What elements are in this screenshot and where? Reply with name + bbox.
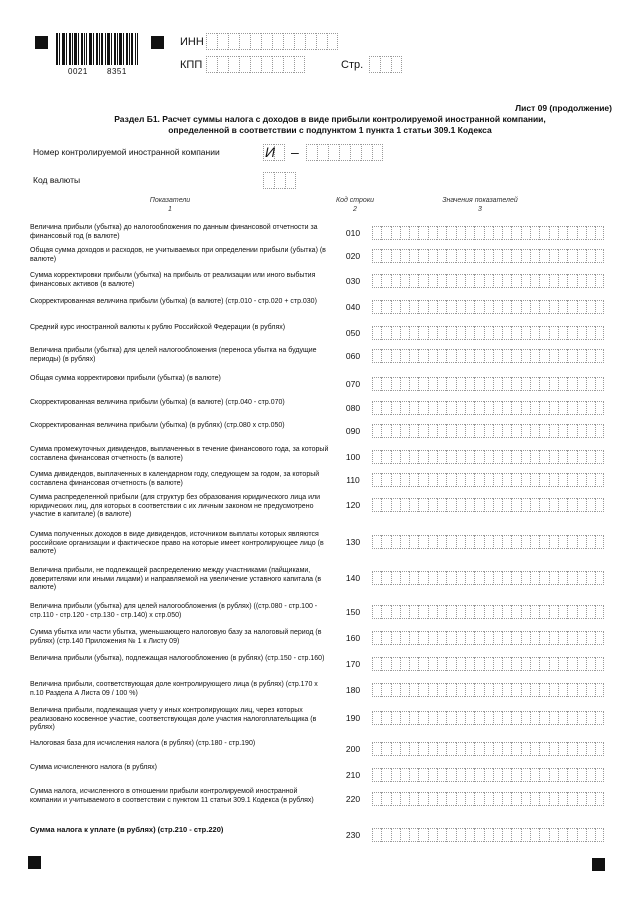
- row-140-code: 140: [345, 573, 361, 583]
- barcode-number-right: 8351: [107, 67, 127, 76]
- row-060-label: Величина прибыли (убытка) для целей налогообложения (переноса убытка на будущие периоды) (в рублях): [30, 347, 317, 363]
- currency-code-label: Код валюты: [33, 175, 81, 185]
- row-170-label: Величина прибыли (убытка), подлежащая налогообложению (в рублях) (стр.150 - стр.160): [30, 655, 325, 662]
- row-060-code: 060: [345, 351, 361, 361]
- row-070-code: 070: [345, 379, 361, 389]
- row-020-value-field[interactable]: [372, 249, 604, 263]
- row-090-code: 090: [345, 426, 361, 436]
- row-190-code: 190: [345, 713, 361, 723]
- barcode-number-left: 0021: [68, 67, 88, 76]
- page-label: Стр.: [341, 59, 364, 71]
- corner-marker-bottom-right: [592, 858, 605, 871]
- row-130-value-field[interactable]: [372, 535, 604, 549]
- row-010-value-field[interactable]: [372, 226, 604, 240]
- corner-marker-top-right: [151, 36, 164, 49]
- row-120-code: 120: [345, 500, 361, 510]
- row-110-label: Сумма дивидендов, выплаченных в календарном году, следующем за годом, за который составлена финансовая отчетность (в валюте): [30, 471, 320, 487]
- row-100-value-field[interactable]: [372, 450, 604, 464]
- row-210-value-field[interactable]: [372, 768, 604, 782]
- section-title-line1: Раздел Б1. Расчет суммы налога с доходов в виде прибыли контролируемой иностранной компании,: [114, 114, 546, 124]
- row-140-value-field[interactable]: [372, 571, 604, 585]
- company-number-label: Номер контролируемой иностранной компании: [33, 147, 220, 157]
- column-header-indicators: Показатели 1: [149, 197, 191, 213]
- row-050-code: 050: [345, 328, 361, 338]
- section-title: [60, 114, 600, 136]
- row-160-label: Сумма убытка или части убытка, уменьшающего налоговую базу за налоговый период (в рублях) (стр.140 Приложения № 1 к Листу 09): [30, 629, 322, 645]
- row-100-code: 100: [345, 452, 361, 462]
- row-040-code: 040: [345, 302, 361, 312]
- row-160-code: 160: [345, 633, 361, 643]
- row-050-value-field[interactable]: [372, 326, 604, 340]
- company-number-field[interactable]: [306, 144, 383, 161]
- inn-field[interactable]: [206, 33, 338, 50]
- row-160-value-field[interactable]: [372, 631, 604, 645]
- row-060-value-field[interactable]: [372, 349, 604, 363]
- row-030-code: 030: [345, 276, 361, 286]
- row-110-value-field[interactable]: [372, 473, 604, 487]
- row-220-value-field[interactable]: [372, 792, 604, 806]
- row-210-code: 210: [345, 770, 361, 780]
- row-070-label: Общая сумма корректировки прибыли (убытка) (в валюте): [30, 375, 221, 382]
- row-040-value-field[interactable]: [372, 300, 604, 314]
- section-title-line2: определенной в соответствии с подпунктом 1 пункта 1 статьи 309.1 Кодекса: [168, 125, 492, 135]
- row-020-code: 020: [345, 251, 361, 261]
- row-200-label: Налоговая база для исчисления налога (в рублях) (стр.180 - стр.190): [30, 740, 256, 747]
- row-120-value-field[interactable]: [372, 498, 604, 512]
- row-180-code: 180: [345, 685, 361, 695]
- row-100-label: Сумма промежуточных дивидендов, выплаченных в течение финансового года, за который составлена финансовая отчетность (в валюте): [30, 446, 329, 462]
- row-130-label: Сумма полученных доходов в виде дивидендов, источником выплаты которых являются российские организации и фактическое право на которые имеет контролирующее лицо (в валюте): [30, 531, 324, 555]
- row-150-label: Величина прибыли (убытка) для целей налогообложения (в рублях) ((стр.080 - стр.100 - стр.110 - стр.120 - стр.130 - стр.140) х стр.050): [30, 603, 318, 619]
- row-020-label: Общая сумма доходов и расходов, не учитываемых при определении прибыли (убытка) (в валюте): [30, 247, 326, 263]
- row-190-value-field[interactable]: [372, 711, 604, 725]
- row-030-value-field[interactable]: [372, 274, 604, 288]
- kpp-field[interactable]: [206, 56, 305, 73]
- row-050-label: Средний курс иностранной валюты к рублю Российской Федерации (в рублях): [30, 324, 286, 331]
- currency-code-field[interactable]: [263, 172, 296, 189]
- column-header-line-code: Код строки 2: [335, 197, 375, 213]
- row-170-code: 170: [345, 659, 361, 669]
- row-150-value-field[interactable]: [372, 605, 604, 619]
- company-number-prefix: И: [265, 144, 276, 160]
- sheet-label: Лист 09 (продолжение): [515, 103, 612, 113]
- company-number-dash: –: [291, 144, 299, 160]
- row-170-value-field[interactable]: [372, 657, 604, 671]
- barcode-image: [56, 33, 138, 65]
- row-220-code: 220: [345, 794, 361, 804]
- kpp-label: КПП: [180, 59, 203, 71]
- row-220-label: Сумма налога, исчисленного в отношении прибыли контролируемой иностранной компании и учитываемого в соответствии с пунктом 11 статьи 309.1 Кодекса (в рублях): [30, 788, 314, 804]
- inn-label: ИНН: [180, 36, 204, 48]
- row-180-value-field[interactable]: [372, 683, 604, 697]
- row-120-label: Сумма распределенной прибыли (для структур без образования юридического лица или юридических лиц, для которых в соответствии с их личным законом не предусмотрено участие в капитале) (в валюте): [30, 494, 320, 518]
- column-header-values: Значения показателей 3: [442, 197, 518, 213]
- row-230-label: Сумма налога к уплате (в рублях) (стр.210 - стр.220): [30, 825, 224, 834]
- row-010-label: Величина прибыли (убытка) до налогообложения по данным финансовой отчетности за финансовый год (в валюте): [30, 224, 318, 240]
- row-090-label: Скорректированная величина прибыли (убытка) (в рублях) (стр.080 х стр.050): [30, 422, 285, 429]
- row-090-value-field[interactable]: [372, 424, 604, 438]
- row-070-value-field[interactable]: [372, 377, 604, 391]
- row-130-code: 130: [345, 537, 361, 547]
- row-040-label: Скорректированная величина прибыли (убытка) (в валюте) (стр.010 - стр.020 + стр.030): [30, 298, 317, 305]
- row-030-label: Сумма корректировки прибыли (убытка) на прибыль от реализации или иного выбытия финансовых активов (в валюте): [30, 272, 316, 288]
- row-080-label: Скорректированная величина прибыли (убытка) (в валюте) (стр.040 - стр.070): [30, 399, 285, 406]
- row-210-label: Сумма исчисленного налога (в рублях): [30, 764, 158, 771]
- row-110-code: 110: [346, 475, 360, 485]
- row-140-label: Величина прибыли, не подлежащей распределению между участниками (пайщиками, доверителями или иными лицами) и направляемой на увеличение уставного капитала (в валюте): [30, 567, 322, 591]
- row-230-value-field[interactable]: [372, 828, 604, 842]
- row-200-code: 200: [345, 744, 361, 754]
- corner-marker-bottom-left: [28, 856, 41, 869]
- corner-marker-top-left: [35, 36, 48, 49]
- row-200-value-field[interactable]: [372, 742, 604, 756]
- row-230-code: 230: [345, 830, 361, 840]
- row-150-code: 150: [345, 607, 361, 617]
- row-080-code: 080: [345, 403, 361, 413]
- row-080-value-field[interactable]: [372, 401, 604, 415]
- page-number-field[interactable]: [369, 56, 402, 73]
- row-190-label: Величина прибыли, подлежащая учету у иных контролирующих лиц, через которых реализовано косвенное участие, соответствующая доле участия налогоплательщика (в рублях): [30, 707, 317, 731]
- row-180-label: Величина прибыли, соответствующая доле контролирующего лица (в рублях) (стр.170 х п.10 Раздела А Листа 09 / 100 %): [30, 681, 318, 697]
- row-010-code: 010: [345, 228, 361, 238]
